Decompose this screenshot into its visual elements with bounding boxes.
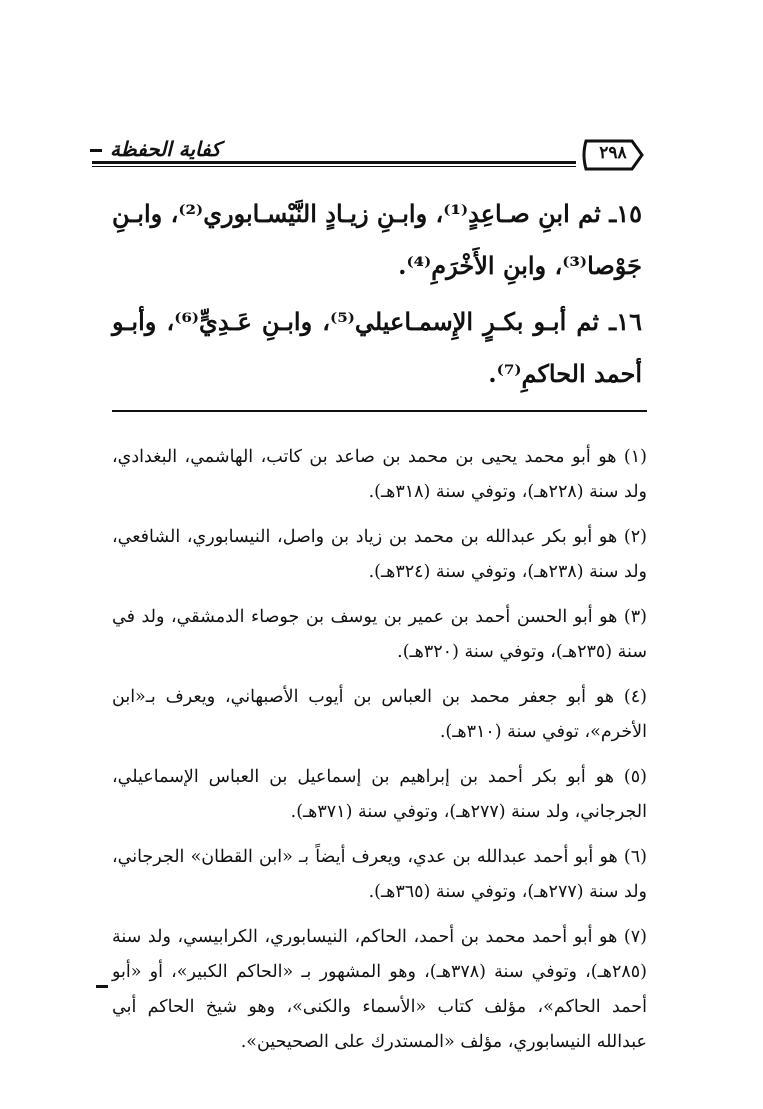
footnote-4: (٤) هو أبو جعفر محمد بن العباس بن أيوب الأصبهاني، ويعرف بـ«ابن الأخرم»، توفي سنة (٣١٠هـ). (112, 687, 647, 742)
footnote-divider (112, 410, 647, 412)
main-text (112, 188, 642, 404)
footnote-7: (٧) هو أبو أحمد محمد بن أحمد، الحاكم، النيسابوري، الكرابيسي، ولد سنة (٢٨٥هـ)، وتوفي سنة (٣٧٨هـ)، وهو المشهور بـ «الحاكم الكبير»، أو «أبو أحمد الحاكم»، مؤلف كتاب «الأسماء والكنى»، وهو شيخ الحاكم أبي عبدالله النيسابوري، مؤلف «المستدرك على الصحيحين». (112, 927, 647, 1052)
page-number-badge (580, 137, 646, 173)
footnote-2: (٢) هو أبو بكر عبدالله بن محمد بن زياد بن واصل، النيسابوري، الشافعي، ولد سنة (٢٣٨هـ)، وتوفي سنة (٣٢٤هـ). (112, 527, 647, 582)
footnote-1: (١) هو أبو محمد يحيى بن محمد بن صاعد بن كاتب، الهاشمي، البغدادي، ولد سنة (٢٢٨هـ)، وتوفي سنة (٣١٨هـ). (112, 447, 647, 502)
verse-16: ١٦ـ ثم أبـو بكـرٍ الإِسمـاعيلي⁽⁵⁾، وابـنِ عَـدِيٍّ⁽⁶⁾، وأبـو أحمد الحاكمِ⁽⁷⁾. (112, 307, 642, 388)
verse-15: ١٥ـ ثم ابنِ صـاعِدٍ⁽¹⁾، وابـنِ زيـادٍ النَّيْسـابوري⁽²⁾، وابـنِ جَوْصا⁽³⁾، وابنِ الأَخْرَمِ⁽⁴⁾. (112, 199, 643, 280)
page-header (92, 135, 646, 177)
header-rule (92, 161, 576, 167)
footnotes (112, 440, 647, 1070)
footer-dash (96, 985, 108, 988)
header-dash (90, 149, 102, 152)
footnote-3: (٣) هو أبو الحسن أحمد بن عمير بن يوسف بن جوصاء الدمشقي، ولد في سنة (٢٣٥هـ)، وتوفي سنة (٣٢٠هـ). (112, 607, 647, 662)
book-title: كفاية الحفظة (102, 137, 229, 161)
footnote-5: (٥) هو أبو بكر أحمد بن إبراهيم بن إسماعيل بن العباس الإسماعيلي، الجرجاني، ولد سنة (٢٧٧هـ)، وتوفي سنة (٣٧١هـ). (112, 767, 647, 822)
page-number: ٢٩٨ (599, 143, 627, 163)
footnote-6: (٦) هو أبو أحمد عبدالله بن عدي، ويعرف أيضاً بـ «ابن القطان» الجرجاني، ولد سنة (٢٧٧هـ)، وتوفي سنة (٣٦٥هـ). (112, 847, 647, 902)
